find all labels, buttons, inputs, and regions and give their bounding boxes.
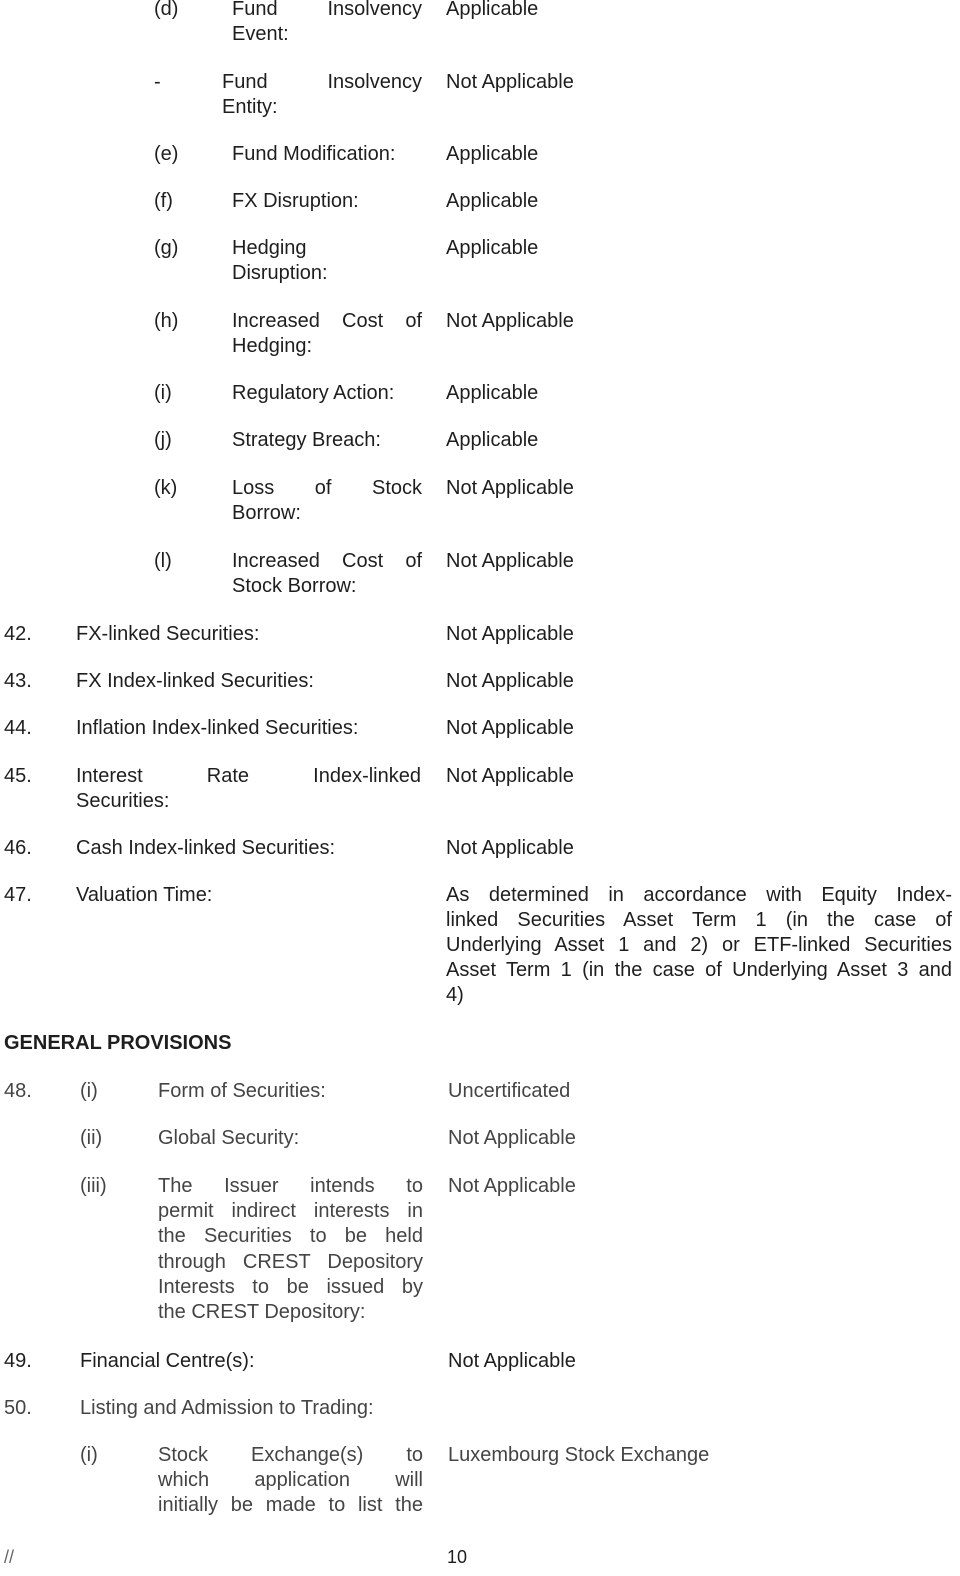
item-letter: (l) <box>154 550 172 572</box>
item-label: FX-linked Securities: <box>76 623 260 645</box>
item-label: Loss of Stock <box>232 477 422 499</box>
item-label: Borrow: <box>232 502 301 524</box>
item-value: Not Applicable <box>448 1350 576 1372</box>
item-label: Form of Securities: <box>158 1080 326 1102</box>
item-label: Stock Borrow: <box>232 575 357 597</box>
item-letter: (g) <box>154 237 179 259</box>
item-value: Applicable <box>446 190 539 212</box>
item-letter: (j) <box>154 429 172 451</box>
item-label: Entity: <box>222 96 278 118</box>
item-label: Fund Insolvency <box>232 0 422 20</box>
item-value: Not Applicable <box>446 71 574 93</box>
item-label: Listing and Admission to Trading: <box>80 1397 374 1419</box>
value-line: 4) <box>446 984 464 1006</box>
label-line: permit indirect interests in <box>158 1200 423 1222</box>
item-number: 43. <box>4 670 32 692</box>
item-label: Disruption: <box>232 262 328 284</box>
item-value: Not Applicable <box>446 623 574 645</box>
item-label: Increased Cost of <box>232 550 422 572</box>
label-line: the CREST Depository: <box>158 1301 366 1323</box>
item-value: Not Applicable <box>446 765 574 787</box>
item-label: Valuation Time: <box>76 884 213 906</box>
item-letter: (e) <box>154 143 179 165</box>
item-label: Increased Cost of <box>232 310 422 332</box>
item-number: 49. <box>4 1350 32 1372</box>
item-value: Uncertificated <box>448 1080 571 1102</box>
item-value: Not Applicable <box>448 1175 576 1197</box>
item-label: Interest Rate Index-linked <box>76 765 421 787</box>
label-line: initially be made to list the <box>158 1494 423 1516</box>
item-letter: (ii) <box>80 1127 103 1149</box>
section-heading: GENERAL PROVISIONS <box>4 1032 232 1054</box>
label-line: through CREST Depository <box>158 1251 423 1273</box>
label-line: The Issuer intends to <box>158 1175 423 1197</box>
item-letter: (h) <box>154 310 179 332</box>
item-value: Not Applicable <box>446 670 574 692</box>
item-value: Applicable <box>446 143 539 165</box>
item-value: Not Applicable <box>446 550 574 572</box>
item-label: Global Security: <box>158 1127 300 1149</box>
item-label: Hedging: <box>232 335 313 357</box>
value-line: Underlying Asset 1 and 2) or ETF-linked Securities <box>446 934 952 956</box>
item-letter: (f) <box>154 190 173 212</box>
item-label: Hedging <box>232 237 307 259</box>
label-line: the Securities to be held <box>158 1225 423 1247</box>
item-number: 48. <box>4 1080 32 1102</box>
item-label: Fund Insolvency <box>222 71 422 93</box>
item-label: Fund Modification: <box>232 143 396 165</box>
value-line: linked Securities Asset Term 1 (in the case of <box>446 909 952 931</box>
item-label: FX Index-linked Securities: <box>76 670 314 692</box>
item-number: 42. <box>4 623 32 645</box>
item-number: 46. <box>4 837 32 859</box>
item-value: Applicable <box>446 0 539 20</box>
item-number: 50. <box>4 1397 32 1419</box>
item-number: 44. <box>4 717 32 739</box>
item-letter: (k) <box>154 477 178 499</box>
label-line: which application will <box>158 1469 423 1491</box>
page-number: 10 <box>447 1547 468 1567</box>
item-label: Inflation Index-linked Securities: <box>76 717 359 739</box>
item-label: Financial Centre(s): <box>80 1350 255 1372</box>
value-line: As determined in accordance with Equity Index- <box>446 884 952 906</box>
item-value: Not Applicable <box>446 310 574 332</box>
item-letter: - <box>154 71 161 93</box>
item-value: Luxembourg Stock Exchange <box>448 1444 710 1466</box>
item-letter: (i) <box>80 1444 98 1466</box>
item-label: Cash Index-linked Securities: <box>76 837 336 859</box>
value-line: Asset Term 1 (in the case of Underlying Asset 3 and <box>446 959 952 981</box>
item-value: Applicable <box>446 382 539 404</box>
item-number: 45. <box>4 765 32 787</box>
item-label: FX Disruption: <box>232 190 359 212</box>
item-letter: (i) <box>154 382 172 404</box>
item-value: Not Applicable <box>446 717 574 739</box>
item-label: Securities: <box>76 790 170 812</box>
item-letter: (iii) <box>80 1175 107 1197</box>
item-number: 47. <box>4 884 32 906</box>
label-line: Stock Exchange(s) to <box>158 1444 423 1466</box>
item-letter: (i) <box>80 1080 98 1102</box>
label-line: Interests to be issued by <box>158 1276 423 1298</box>
item-value: Not Applicable <box>448 1127 576 1149</box>
item-label: Event: <box>232 23 289 45</box>
item-label: Strategy Breach: <box>232 429 381 451</box>
item-value: Applicable <box>446 237 539 259</box>
item-value: Not Applicable <box>446 837 574 859</box>
item-label: Regulatory Action: <box>232 382 395 404</box>
item-value: Not Applicable <box>446 477 574 499</box>
item-value: Applicable <box>446 429 539 451</box>
footer-mark: // <box>4 1547 15 1567</box>
item-letter: (d) <box>154 0 179 20</box>
